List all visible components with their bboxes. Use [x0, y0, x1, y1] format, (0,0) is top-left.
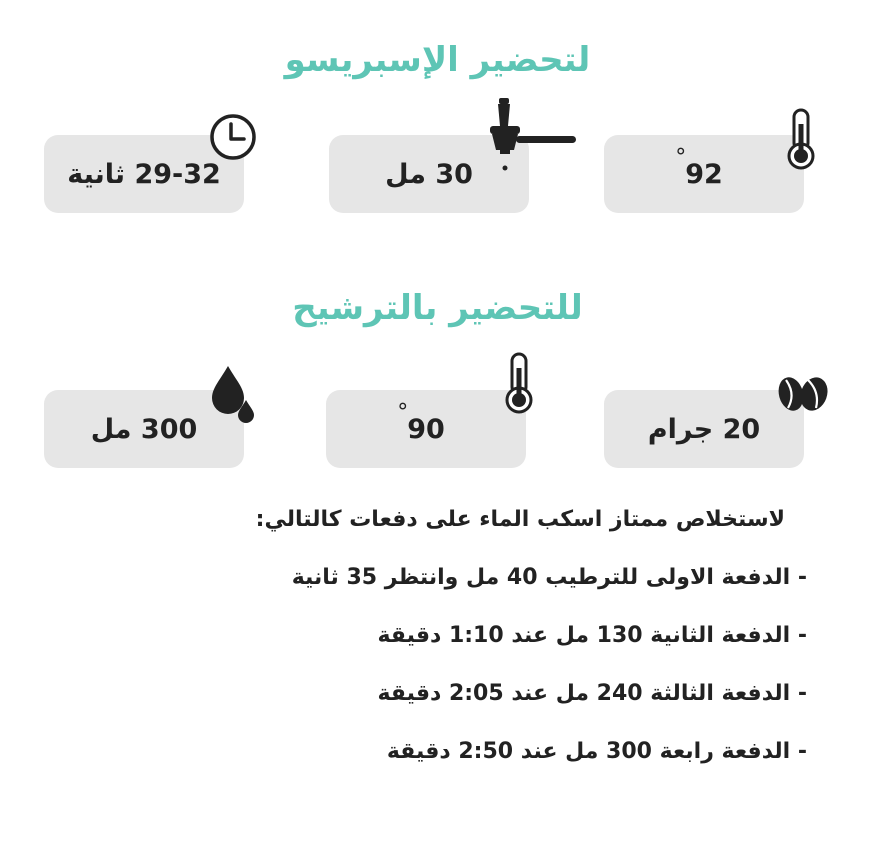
espresso-time-value: 29-32 ثانية: [67, 158, 221, 190]
filter-temperature-card: [326, 390, 526, 468]
filter-coffee-value: 20 جرام: [647, 413, 761, 445]
espresso-temperature-card: [604, 135, 804, 213]
instructions-intro: لاستخلاص ممتاز اسكب الماء على دفعات كالتالي:: [255, 507, 785, 532]
instruction-step: - الدفعة الثالثة 240 مل عند 2:05 دقيقة: [377, 681, 807, 706]
pour-instructions: [187, 500, 807, 790]
water-drops-icon: [208, 364, 258, 424]
thermometer-icon: [502, 350, 536, 414]
filter-temperature-value: 90 °: [407, 414, 445, 445]
filter-water-value: 300 مل: [90, 413, 198, 445]
coffee-beans-icon: [776, 374, 830, 414]
espresso-temperature-value: 92 °: [685, 159, 723, 190]
instruction-step: - الدفعة الثانية 130 مل عند 1:10 دقيقة: [377, 623, 807, 648]
filter-title: للتحضير بالترشيح: [292, 288, 583, 328]
filter-coffee-card: [604, 390, 804, 468]
instruction-step: - الدفعة رابعة 300 مل عند 2:50 دقيقة: [386, 739, 807, 764]
clock-icon: [208, 112, 258, 162]
portafilter-icon: [486, 96, 578, 176]
espresso-volume-value: 30 مل: [385, 158, 473, 190]
thermometer-icon: [784, 106, 818, 170]
espresso-title: لتحضير الإسبريسو: [284, 40, 591, 80]
instruction-step: - الدفعة الاولى للترطيب 40 مل وانتظر 35 ثانية: [291, 565, 807, 590]
